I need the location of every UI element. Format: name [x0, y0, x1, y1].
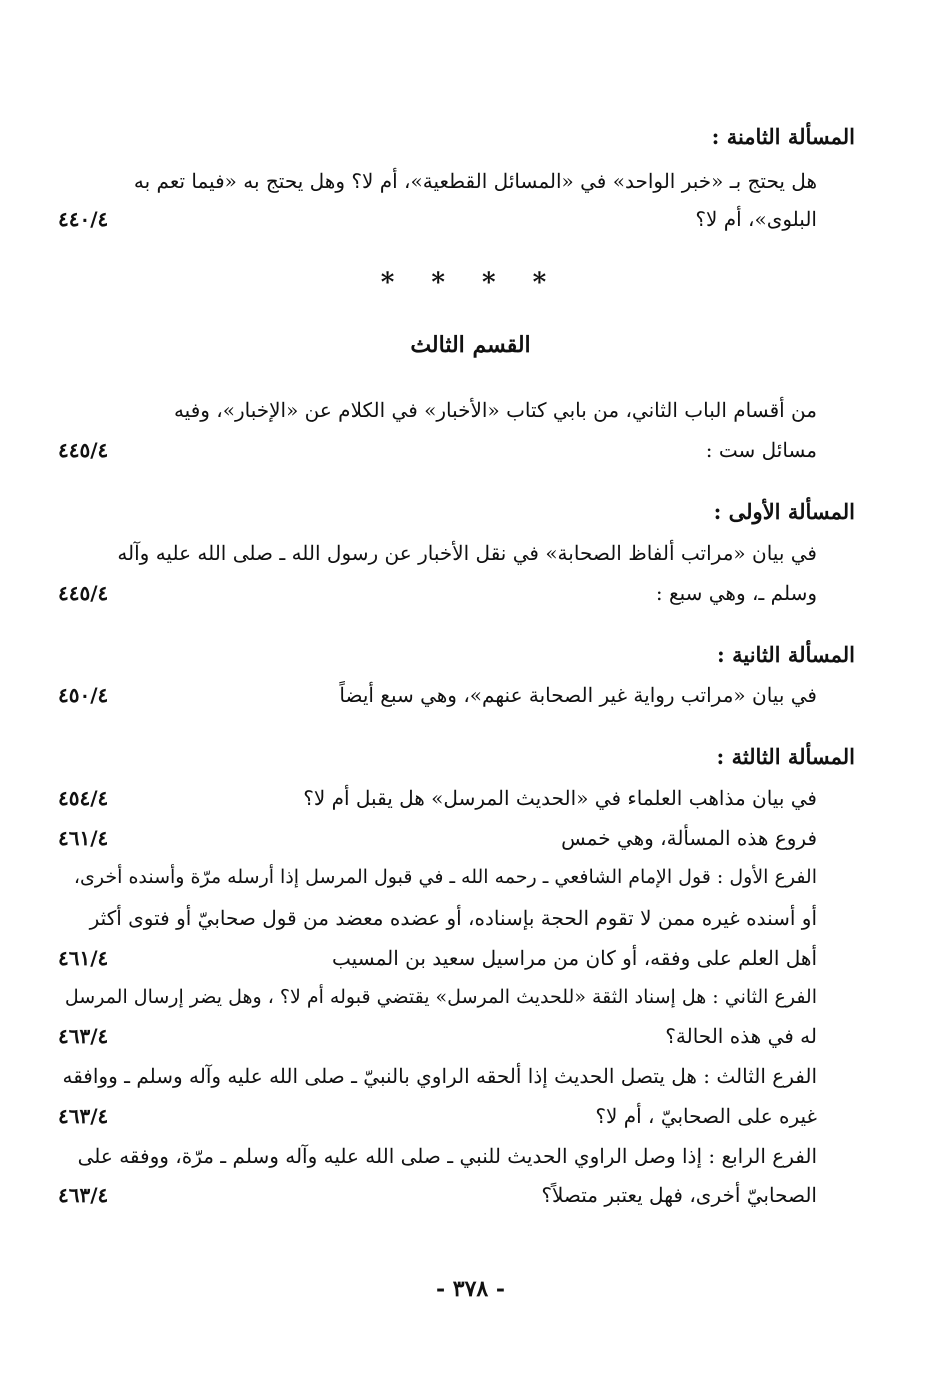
m3-a1-text: في بيان مذاهب العلماء في «الحديث المرسل» هل يقبل أم لا؟ [303, 786, 817, 810]
branch-1-line-1 [58, 857, 817, 897]
section-line-1 [58, 390, 817, 430]
m3-a2-page-ref: ٤٦١/٤ [58, 826, 109, 850]
branch-1-line-3 [58, 938, 817, 978]
m3-a2-text: فروع هذه المسألة، وهي خمس [561, 826, 817, 850]
m2-text-1: في بيان «مراتب رواية غير الصحابة عنهم»، وهي سبع أيضاً [339, 683, 817, 707]
masala-1-heading: المسألة الأولى : [713, 499, 855, 524]
m2-line-1 [58, 675, 817, 715]
branch-2-text-1: الفرع الثاني : هل إسناد الثقة «للحديث المرسل» يقتضي قبوله أم لا؟ ، وهل يضر إرسال المرسل [64, 986, 817, 1008]
branch-4-line-2 [58, 1175, 817, 1215]
branch-3-text-1: الفرع الثالث : هل يتصل الحديث إذا ألحقه الراوي بالنبيّ ـ صلى الله عليه وآله وسلم ـ ووافقه [62, 1064, 817, 1088]
branch-1-line-2 [58, 898, 817, 938]
branch-2-line-1 [58, 977, 817, 1017]
page-number: - ٣٧٨ - [435, 1276, 506, 1302]
branch-1-text-1: الفرع الأول : قول الإمام الشافعي ـ رحمه الله ـ في قبول المرسل إذا أرسله مرّة وأسنده أخرى، [73, 866, 817, 888]
masala-2-heading: المسألة الثانية : [717, 642, 855, 667]
branch-3-line-2 [58, 1096, 817, 1136]
q8-line-2 [58, 199, 817, 239]
q8-text-1: هل يحتج بـ «خبر الواحد» في «المسائل القطعية»، أم لا؟ وهل يحتج به «فيما تعم به [133, 169, 817, 193]
section-title: القسم الثالث [410, 332, 531, 358]
branch-2-text-2: له في هذه الحالة؟ [665, 1024, 817, 1048]
branch-1-text-2: أو أسنده غيره ممن لا تقوم الحجة بإسناده، أو عضده معضد من قول صحابيّ أو فتوى أكثر [89, 906, 817, 930]
branch-4-line-1 [58, 1136, 817, 1176]
section-page-ref: ٤٤٥/٤ [58, 438, 109, 462]
question-8-heading: المسألة الثامنة : [711, 124, 855, 149]
star-separator: * * * * [380, 268, 561, 298]
q8-text-2: البلوى»، أم لا؟ [695, 207, 817, 231]
q8-line-1 [58, 161, 817, 201]
branch-1-page-ref: ٤٦١/٤ [58, 946, 109, 970]
branch-3-text-2: غيره على الصحابيّ ، أم لا؟ [595, 1104, 817, 1128]
branch-2-page-ref: ٤٦٣/٤ [58, 1024, 109, 1048]
m1-text-2: وسلم ـ، وهي سبع : [655, 581, 817, 605]
branch-2-line-2 [58, 1016, 817, 1056]
branch-4-text-2: الصحابيّ أخرى، فهل يعتبر متصلاً؟ [541, 1183, 817, 1207]
m3-a2-line [58, 818, 817, 858]
section-text-2: مسائل ست : [705, 438, 817, 462]
branch-1-text-3: أهل العلم على وفقه، أو كان من مراسيل سعيد بن المسيب [332, 946, 817, 970]
section-text-1: من أقسام الباب الثاني، من بابي كتاب «الأخبار» في الكلام عن «الإخبار»، وفيه [173, 398, 817, 422]
branch-3-line-1 [58, 1056, 817, 1096]
branch-4-page-ref: ٤٦٣/٤ [58, 1183, 109, 1207]
m3-a1-line [58, 778, 817, 818]
masala-3-heading: المسألة الثالثة : [716, 744, 855, 769]
branch-4-text-1: الفرع الرابع : إذا وصل الراوي الحديث للنبي ـ صلى الله عليه وآله وسلم ـ مرّة، ووفقه على [77, 1144, 817, 1168]
m3-a1-page-ref: ٤٥٤/٤ [58, 786, 109, 810]
section-line-2 [58, 430, 817, 470]
m1-text-1: في بيان «مراتب ألفاظ الصحابة» في نقل الأخبار عن رسول الله ـ صلى الله عليه وآله [117, 541, 817, 565]
m1-page-ref: ٤٤٥/٤ [58, 581, 109, 605]
q8-page-ref: ٤٤٠/٤ [58, 207, 109, 231]
m2-page-ref: ٤٥٠/٤ [58, 683, 109, 707]
m1-line-1 [58, 533, 817, 573]
m1-line-2 [58, 573, 817, 613]
branch-3-page-ref: ٤٦٣/٤ [58, 1104, 109, 1128]
